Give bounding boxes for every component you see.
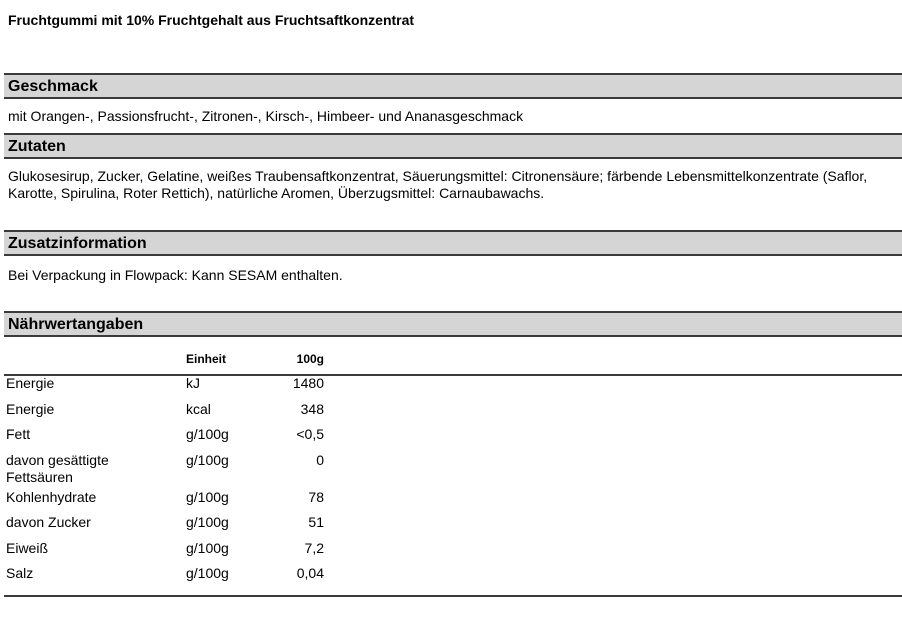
- nutrient-unit: g/100g: [186, 565, 229, 581]
- zutaten-text: Glukosesirup, Zucker, Gelatine, weißes Traubensaftkonzentrat, Säuerungsmittel: Citronensäure; färbende Lebensmittelkonzentrate (Saflor, Karotte, Spirulina, Roter Rettich), natürliche Aromen, Überzugsmittel: Carnaubawachs.: [8, 168, 868, 201]
- nutrient-value: 348: [300, 401, 324, 417]
- nutrient-value: 0,04: [296, 565, 324, 581]
- nutrient-name: Fett: [6, 426, 31, 442]
- nutrient-value: 78: [308, 489, 324, 505]
- section-header-zusatzinformation: [4, 230, 902, 256]
- section-heading: Nährwertangaben: [8, 316, 144, 333]
- nutrient-unit: g/100g: [186, 514, 229, 530]
- section-heading: Zusatzinformation: [8, 235, 147, 252]
- nutrient-value: 51: [308, 514, 324, 530]
- nutrient-unit: g/100g: [186, 426, 229, 442]
- section-heading: Geschmack: [8, 78, 98, 95]
- nutrient-value: <0,5: [296, 426, 324, 442]
- nutrient-unit: g/100g: [186, 540, 229, 556]
- nutrient-value: 0: [316, 452, 324, 468]
- nutrient-value: 1480: [292, 375, 324, 391]
- zusatzinformation-text: Bei Verpackung in Flowpack: Kann SESAM enthalten.: [8, 267, 343, 283]
- nutrient-name: Eiweiß: [6, 540, 49, 556]
- nutrient-name: Energie: [6, 375, 55, 391]
- nutrient-unit: g/100g: [186, 452, 229, 468]
- geschmack-text: mit Orangen-, Passionsfrucht-, Zitronen-, Kirsch-, Himbeer- und Ananasgeschmack: [8, 108, 524, 124]
- nutrient-name: davon gesättigte Fettsäuren: [6, 452, 109, 485]
- product-title: Fruchtgummi mit 10% Fruchtgehalt aus Fruchtsaftkonzentrat: [8, 12, 415, 28]
- nutrient-name: Kohlenhydrate: [6, 489, 97, 505]
- nutrient-unit: kcal: [186, 401, 211, 417]
- nutrient-value: 7,2: [304, 540, 324, 556]
- nutrient-unit: kJ: [186, 375, 200, 391]
- nutrient-name: davon Zucker: [6, 514, 91, 530]
- nutrient-unit: g/100g: [186, 489, 229, 505]
- section-heading: Zutaten: [8, 138, 66, 155]
- column-header-value: 100g: [296, 352, 324, 366]
- table-bottom-rule: [4, 595, 902, 597]
- section-header-naehrwerte: [4, 311, 902, 337]
- column-header-unit: Einheit: [186, 352, 227, 366]
- section-header-geschmack: [4, 73, 902, 99]
- nutrient-name: Salz: [6, 565, 34, 581]
- section-header-zutaten: [4, 133, 902, 159]
- nutrient-name: Energie: [6, 401, 55, 417]
